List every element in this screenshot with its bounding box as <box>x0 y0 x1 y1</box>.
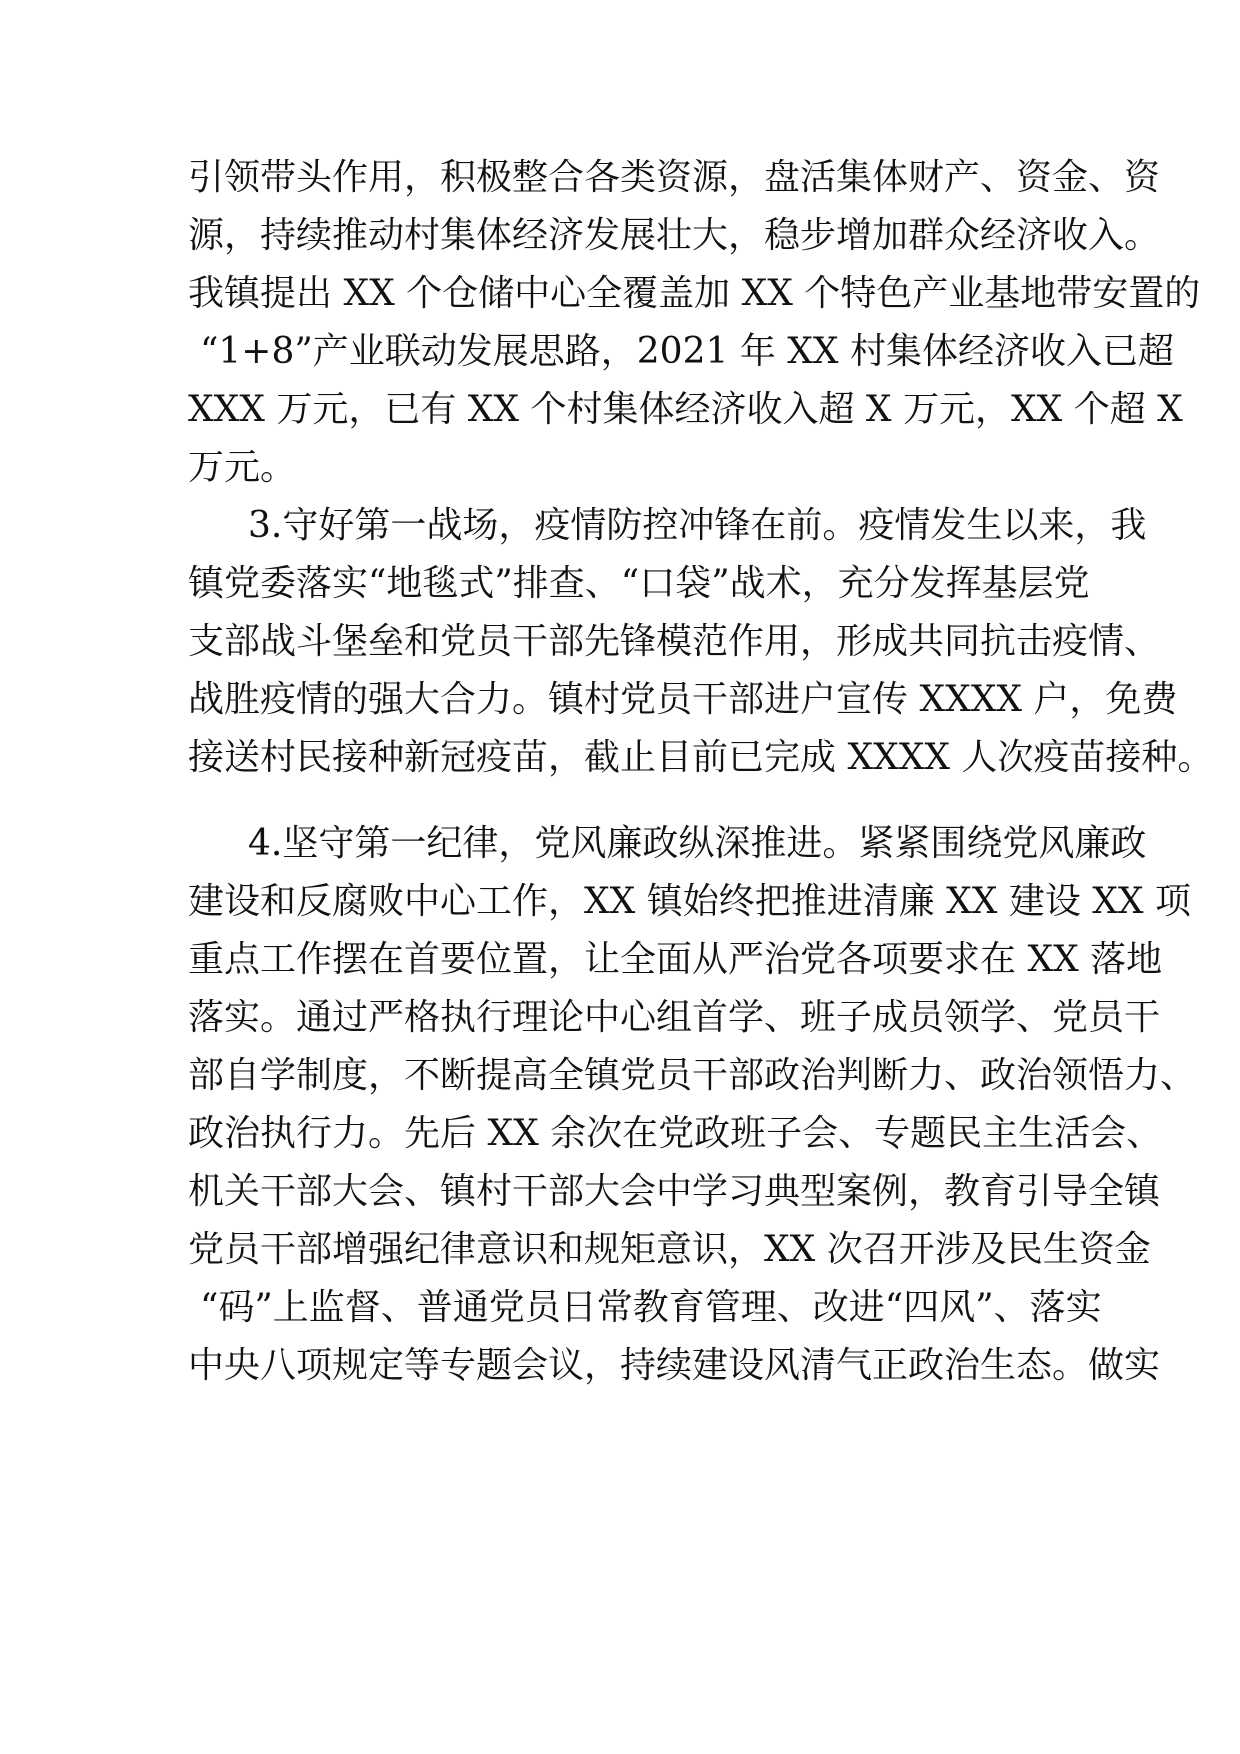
text-line: 中央八项规定等专题会议，持续建设风清气正政治生态。做实 <box>188 1345 1161 1386</box>
text-line: “1+8”产业联动发展思路，2021 年 XX 村集体经济收入已超 <box>200 331 1174 372</box>
text-line: 接送村民接种新冠疫苗，截止目前已完成 XXXX 人次疫苗接种。 <box>188 737 1214 778</box>
text-line: 战胜疫情的强大合力。镇村党员干部进户宣传 XXXX 户，免费 <box>188 679 1178 720</box>
text-line: 支部战斗堡垒和党员干部先锋模范作用，形成共同抗击疫情、 <box>188 621 1161 662</box>
text-line: 党员干部增强纪律意识和规矩意识，XX 次召开涉及民生资金 <box>188 1229 1151 1270</box>
text-line: 我镇提出 XX 个仓储中心全覆盖加 XX 个特色产业基地带安置的 <box>188 273 1201 314</box>
text-line: 机关干部大会、镇村干部大会中学习典型案例，教育引导全镇 <box>188 1171 1161 1212</box>
paragraph-heading-line: 3.守好第一战场，疫情防控冲锋在前。疫情发生以来，我 <box>248 505 1147 546</box>
text-line: 镇党委落实“地毯式”排查、“口袋”战术，充分发挥基层党 <box>188 563 1090 604</box>
text-line: 落实。通过严格执行理论中心组首学、班子成员领学、党员干 <box>188 997 1161 1038</box>
text-line: “码”上监督、普通党员日常教育管理、改进“四风”、落实 <box>200 1287 1102 1328</box>
paragraph-heading-line: 4.坚守第一纪律，党风廉政纵深推进。紧紧围绕党风廉政 <box>248 823 1147 864</box>
text-line: 引领带头作用，积极整合各类资源，盘活集体财产、资金、资 <box>188 157 1161 198</box>
text-line: 政治执行力。先后 XX 余次在党政班子会、专题民主生活会、 <box>188 1113 1163 1154</box>
text-line: 重点工作摆在首要位置，让全面从严治党各项要求在 XX 落地 <box>188 939 1163 980</box>
text-line: 部自学制度，不断提高全镇党员干部政治判断力、政治领悟力、 <box>188 1055 1197 1096</box>
text-line: XXX 万元，已有 XX 个村集体经济收入超 X 万元，XX 个超 X <box>188 389 1183 430</box>
text-line: 源，持续推动村集体经济发展壮大，稳步增加群众经济收入。 <box>188 215 1161 256</box>
text-line: 万元。 <box>188 447 297 488</box>
text-line: 建设和反腐败中心工作，XX 镇始终把推进清廉 XX 建设 XX 项 <box>188 881 1191 922</box>
